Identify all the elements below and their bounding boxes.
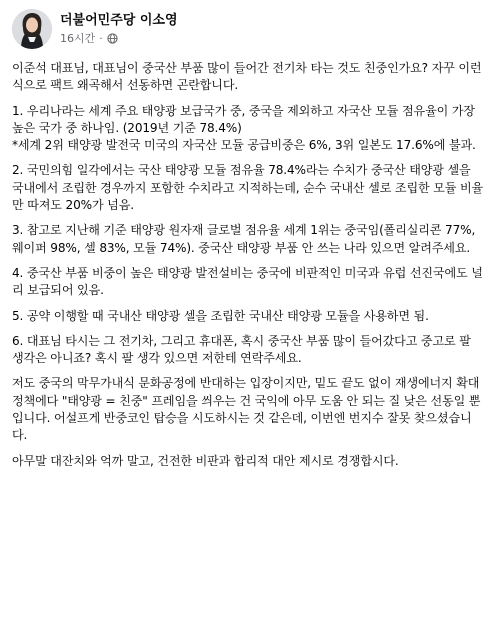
post-header (12, 0, 484, 58)
avatar[interactable] (12, 9, 52, 49)
post-paragraph: 6. 대표님 타시는 그 전기차, 그리고 휴대폰, 혹시 중국산 부품 많이 들어갔다고 중고로 팔 생각은 아니죠? 혹시 팔 생각 있으면 저한테 연락주세요. (12, 333, 471, 366)
author-block (60, 12, 178, 46)
post-paragraph: 이준석 대표님, 대표님이 중국산 부품 많이 들어간 전기차 타는 것도 친중인가요? 자꾸 이런 식으로 팩트 왜곡해서 선동하면 곤란합니다. (12, 61, 482, 93)
post-paragraph: 2. 국민의힘 일각에서는 국산 태양광 모듈 점유율 78.4%라는 수치가 중국산 태양광 셀을 국내에서 조립한 경우까지 포함한 수치라고 지적하는데, 순수 국내산 셀로 조립한 모듈 비율만 따져도 20%가 넘음. (12, 163, 484, 213)
avatar-photo (12, 9, 52, 49)
meta-separator: · (99, 32, 103, 45)
post-timestamp[interactable]: 16시간 (60, 32, 96, 45)
post-paragraph: 아무말 대잔치와 억까 말고, 건전한 비판과 합리적 대안 제시로 경쟁합시다. (12, 453, 399, 468)
post-body (12, 60, 484, 470)
author-name[interactable]: 더불어민주당 이소영 (60, 13, 178, 28)
post-paragraph: 5. 공약 이행할 때 국내산 태양광 셀을 조립한 국내산 태양광 모듈을 사용하면 됨. (12, 308, 429, 323)
globe-icon (107, 33, 118, 44)
post-meta (60, 31, 178, 46)
post-paragraph: 1. 우리나라는 세계 주요 태양광 보급국가 중, 중국을 제외하고 자국산 모듈 점유율이 가장 높은 국가 중 하나임. (2019년 기준 78.4%) *세계 2위 태양광 발전국 미국의 자국산 모듈 공급비중은 6%, 3위 일본도 17.6%에 불과. (12, 103, 476, 153)
post-paragraph: 저도 중국의 막무가내식 문화공정에 반대하는 입장이지만, 밑도 끝도 없이 재생에너지 확대 정책에다 "태양광 = 친중" 프레임을 씌우는 건 국익에 아무 도움 안 되는 질 낮은 선동일 뿐입니다. 어설프게 반중코인 탑승을 시도하시는 것 같은데, 이번엔 번지수 잘못 찾으셨습니다. (12, 376, 481, 443)
post-paragraph: 4. 중국산 부품 비중이 높은 태양광 발전설비는 중국에 비판적인 미국과 유럽 선진국에도 널리 보급되어 있음. (12, 265, 483, 298)
post-paragraph: 3. 참고로 지난해 기준 태양광 원자재 글로벌 점유율 세계 1위는 중국임(폴리실리콘 77%, 웨이퍼 98%, 셀 83%, 모듈 74%). 중국산 태양광 부품 안 쓰는 나라 있으면 알려주세요. (12, 223, 476, 255)
